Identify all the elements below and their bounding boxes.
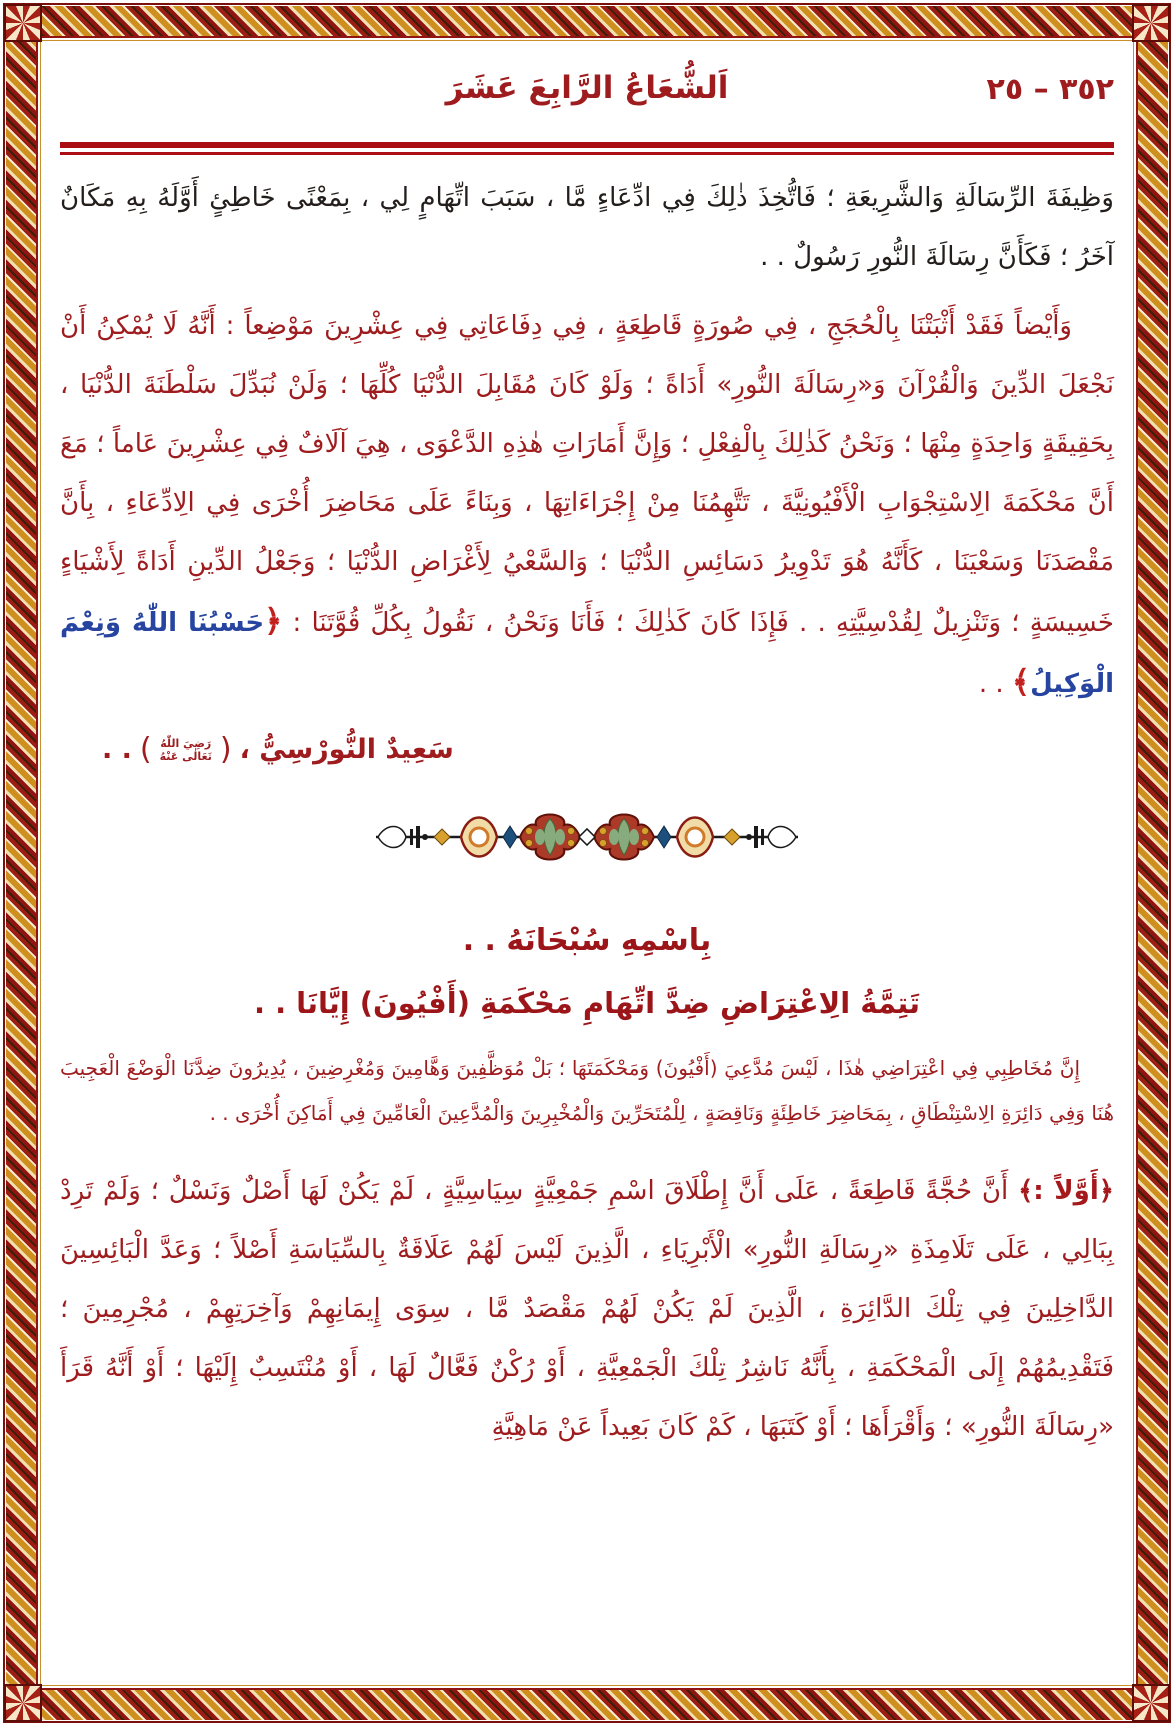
honorific-seal (160, 737, 212, 763)
border-corner-ornament (4, 1684, 42, 1722)
header-rule (60, 142, 1114, 155)
border-corner-ornament (1132, 1684, 1170, 1722)
author-name: سَعِيدٌ النُّورْسِيُّ ، (239, 734, 454, 765)
heading-basmala: بِاسْمِهِ سُبْحَانَهُ . . (462, 923, 712, 958)
seal-paren-open: ( (219, 732, 232, 767)
ornament-divider-graphic (372, 793, 802, 881)
border-corner-ornament (1132, 4, 1170, 42)
point-marker-ornate: ﴿أَوَّلاً :﴾ (1018, 1176, 1114, 1206)
header-rule-thin (60, 152, 1114, 155)
paragraph-small: إِنَّ مُخَاطِبِي فِي اعْتِرَاضِي هٰذَا ، لَيْسَ مُدَّعِيَ (أَفْيُونَ) وَمَحْكَمَتَهَا ؛ بَلْ مُوَظَّفِينَ وَهَّامِينَ وَمُغْرِضِينَ ، يُدِيرُونَ ضِدَّنَا الْوَضْعَ الْعَجِيبَ هُنَا وَفِي دَائِرَةِ الِاسْتِنْطَاقِ ، بِمَحَاضِرَ خَاطِئَةٍ وَنَاقِصَةٍ ، لِلْمُتَحَرِّينَ وَالْمُخْبِرِينَ وَالْمُدَّعِينَ الْعَامِّينَ فِي أَمَاكِنَ أُخْرَى . . (60, 1056, 1114, 1125)
page-title: اَلشُّعَاعُ الرَّابِعَ عَشَرَ (445, 70, 729, 106)
verse-open-ornate-bracket: ﴿ (264, 603, 283, 639)
verse-close-ornate-bracket: ﴾ (1011, 664, 1031, 700)
quran-verse: حَسْبُنَا اللّٰهُ وَنِعْمَ الْوَكِيلُ (60, 608, 1114, 699)
author-signature (60, 732, 1114, 767)
page-header (60, 64, 1114, 126)
paragraph-main-tail: . . (978, 669, 1012, 699)
header-rule-thick (60, 142, 1114, 148)
border-corner-ornament (4, 4, 42, 42)
paragraph-continuation: وَظِيفَةَ الرِّسَالَةِ وَالشَّرِيعَةِ ؛ فَاتُّخِذَ ذٰلِكَ فِي ادِّعَاءٍ مَّا ، سَبَبَ اتِّهَامٍ لِي ، بِمَعْنًى خَاطِئٍ أَوَّلَهُ بِهِ مَكَانٌ آخَرُ ؛ فَكَأَنَّ رِسَالَةَ النُّورِ رَسُولٌ . . (60, 183, 1114, 272)
seal-line: تَعَالٰى عَنْهُ (159, 749, 212, 763)
ornament-divider (60, 793, 1114, 885)
seal-line: رَضِيَ اللّٰهُ (160, 736, 212, 750)
seal-paren-close: ) (139, 732, 152, 767)
signature-dots: . . (102, 734, 132, 765)
heading-section-title: تَتِمَّةُ الِاعْتِرَاضِ ضِدَّ اتِّهَامِ مَحْكَمَةِ (أَفْيُونَ) إِيَّانَا . . (253, 986, 921, 1020)
paragraph-first-point (60, 1162, 1114, 1457)
paragraph-main (60, 297, 1114, 714)
page-content (60, 54, 1114, 1672)
page-number: ٣٥٢ – ٢٥ (986, 72, 1114, 107)
paragraph-main-text: وَأَيْضاً فَقَدْ أَثْبَتْنَا بِالْحُجَجِ ، فِي صُورَةٍ قَاطِعَةٍ ، فِي دِفَاعَاتِي فِي عِشْرِينَ مَوْضِعاً : أَنَّهُ لَا يُمْكِنُ أَنْ نَجْعَلَ الدِّينَ وَالْقُرْآنَ وَ«رِسَالَةَ النُّورِ» أَدَاةً ؛ وَلَوْ كَانَ مُقَابِلَ الدُّنْيَا كُلِّهَا ؛ وَلَنْ نُبَدِّلَ سَلْطَنَةَ الدُّنْيَا ، بِحَقِيقَةٍ وَاحِدَةٍ مِنْهَا ؛ وَنَحْنُ كَذٰلِكَ بِالْفِعْلِ ؛ وَإِنَّ أَمَارَاتِ هٰذِهِ الدَّعْوَى ، هِيَ آلَافٌ فِي عِشْرِينَ عَاماً ؛ مَعَ أَنَّ مَحْكَمَةَ الِاسْتِجْوَابِ الْأَفْيُونِيَّةَ ، تَتَّهِمُنَا مِنْ إِجْرَاءَاتِهَا ، وَبِنَاءً عَلَى مَحَاضِرَ أُخْرَى فِي الِادِّعَاءِ ، بِأَنَّ مَقْصَدَنَا وَسَعْيَنَا ، كَأَنَّهُ هُوَ تَدْوِيرُ دَسَائِسِ الدُّنْيَا ؛ وَالسَّعْيُ لِأَغْرَاضِ الدُّنْيَا ؛ وَجَعْلُ الدِّينِ أَدَاةً لِأَشْيَاءٍ خَسِيسَةٍ ؛ وَتَنْزِيلٌ لِقُدْسِيَّتِهِ . . فَإِذَا كَانَ كَذٰلِكَ ؛ فَأَنَا وَنَحْنُ ، نَقُولُ بِكُلِّ قُوَّتَنَا : (60, 311, 1114, 638)
paragraph-first-point-text: أَنَّ حُجَّةً قَاطِعَةً ، عَلَى أَنَّ إِطْلَاقَ اسْمِ جَمْعِيَّةٍ سِيَاسِيَّةٍ ، لَمْ يَكُنْ لَهَا أَصْلٌ وَنَسْلٌ ؛ وَلَمْ تَرِدْ بِبَالِي ، عَلَى تَلَامِذَةِ «رِسَالَةِ النُّورِ» الْأَبْرِيَاءِ ، الَّذِينَ لَيْسَ لَهُمْ عَلَاقَةٌ بِالسِّيَاسَةِ أَصْلاً ؛ وَعَدَّ الْبَائِسِينَ الدَّاخِلِينَ فِي تِلْكَ الدَّائِرَةِ ، الَّذِينَ لَمْ يَكُنْ لَهُمْ مَقْصَدٌ مَّا ، سِوَى إِيمَانِهِمْ وَآخِرَتِهِمْ ، مُجْرِمِينَ ؛ فَتَقْدِيمُهُمْ إِلَى الْمَحْكَمَةِ ، بِأَنَّهُ نَاشِرُ تِلْكَ الْجَمْعِيَّةِ ، أَوْ رُكْنٌ فَعَّالٌ لَهَا ، أَوْ مُنْتَسِبٌ إِلَيْهَا ؛ أَوْ أَنَّهُ قَرَأَ «رِسَالَةَ النُّورِ» ؛ وَأَقْرَأَهَا ؛ أَوْ كَتَبَهَا ، كَمْ كَانَ بَعِيداً عَنْ مَاهِيَّةِ (60, 1176, 1114, 1442)
